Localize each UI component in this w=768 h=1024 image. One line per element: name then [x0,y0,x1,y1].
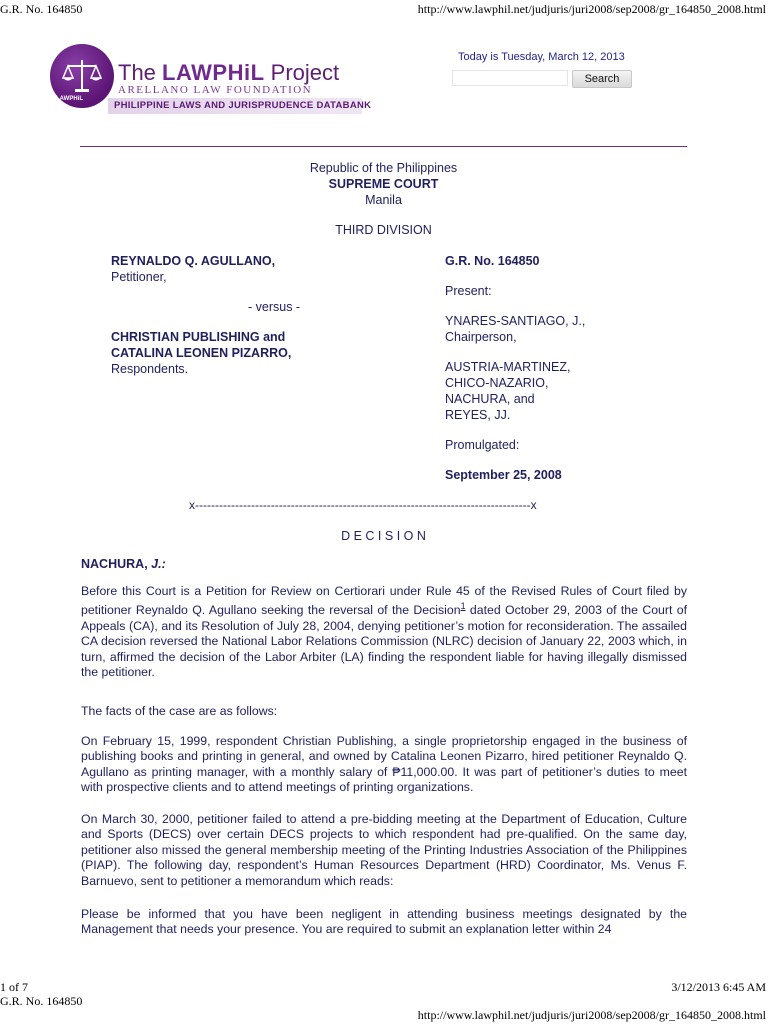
caption-divider: x------------------------------------------------------------------------------------x [189,498,537,512]
justice-4: NACHURA, and [445,392,535,406]
paragraph-4: On March 30, 2000, petitioner failed to attend a pre-bidding meeting at the Department of Education, Culture and Sports (DECS) over certain DECS projects to which respondent had pre-qualified. On the same day, petitioner also missed the general membership meeting of the Printing Industries Association of the Philippines (PIAP). The following day, respondent’s Human Resources Department (HRD) Coordinator, Ms. Venus F. Barnuevo, sent to petitioner a memorandum which reads: [81,812,687,888]
justice-chair-role: Chairperson, [445,330,517,344]
logo-title-prefix: The [118,60,163,85]
paragraph-1-text-b: dated October 29, 2003 of the Court of Appeals (CA), and its Resolution of July 28, 2004, denying petitioner’s motion for reconsideration. The assailed CA decision reversed the National Labor Relations Commission (NLRC) decision of January 22, 2003 which, in turn, affirmed the decision of the Labor Arbiter (LA) finding the respondent liable for having illegally dismissed the petitioner. [81,603,687,680]
respondent-role: Respondents. [111,362,189,376]
paragraph-1-text-a: Before this Court is a Petition for Review on Certiorari under Rule 45 of the Revised Rules of Court filed by petitioner Reynaldo Q. Agullano seeking the reversal of the Decision [81,584,687,618]
search-input[interactable] [452,70,568,86]
paragraph-3: On February 15, 1999, respondent Christian Publishing, a single proprietorship engaged in the business of publishing books and printing in general, and owned by Catalina Leonen Pizarro, hired petitioner Reynaldo Q. Agullano as printing manager, with a monthly salary of ₱11,000.00. It was part of petitioner’s duties to meet with prospective clients and to attend meetings of printing organizations. [81,734,687,795]
promulgated-label: Promulgated: [445,438,520,452]
respondent-name-1: CHRISTIAN PUBLISHING and [111,330,286,344]
print-header-url: http://www.lawphil.net/judjuris/juri2008/sep2008/gr_164850_2008.html [417,2,766,16]
justice-5: REYES, JJ. [445,408,511,422]
today-date: Today is Tuesday, March 12, 2013 [458,51,625,63]
petitioner-role: Petitioner, [111,270,167,284]
justice-3: CHICO-NAZARIO, [445,376,549,390]
lawphil-logo[interactable] [46,42,372,116]
logo-title [118,60,339,86]
ponente [81,557,166,572]
versus-label: - versus - [248,300,301,314]
paragraph-5: Please be informed that you have been negligent in attending business meetings designated by the Management that needs your presence. You are required to submit an explanation letter within 24 [81,907,687,937]
justice-2: AUSTRIA-MARTINEZ, [445,360,571,374]
logo-subtitle: ARELLANO LAW FOUNDATION [118,84,313,96]
print-header-title: G.R. No. 164850 [0,2,83,16]
paragraph-1 [81,584,687,681]
division-name: THIRD DIVISION [335,223,432,237]
petitioner-name: REYNALDO Q. AGULLANO, [111,254,276,268]
gr-number: G.R. No. 164850 [445,254,540,268]
print-footer-page: 1 of 7 [0,980,28,994]
header-divider [80,146,687,147]
print-footer-datetime: 3/12/2013 6:45 AM [671,980,766,994]
logo-emblem-text: LAWPHiL [56,96,83,102]
print-footer-title: G.R. No. 164850 [0,994,83,1008]
respondent-name-2: CATALINA LEONEN PIZARRO, [111,346,292,360]
justice-chair: YNARES-SANTIAGO, J., [445,314,586,328]
logo-title-suffix: Project [264,60,340,85]
footnote-1-link[interactable]: 1 [460,601,466,612]
logo-tagline: PHILIPPINE LAWS AND JURISPRUDENCE DATABANK [114,100,372,111]
court-name: SUPREME COURT [328,177,439,191]
logo-title-main: LAWPHiL [162,60,265,85]
promulgation-date: September 25, 2008 [445,468,562,482]
court-city: Manila [365,193,402,207]
republic-line: Republic of the Philippines [309,161,458,175]
print-footer-url: http://www.lawphil.net/judjuris/juri2008/sep2008/gr_164850_2008.html [417,1008,766,1022]
ponente-title: J.: [151,557,166,571]
paragraph-2: The facts of the case are as follows: [81,704,278,718]
decision-heading: D E C I S I O N [341,529,426,543]
search-button[interactable]: Search [572,70,632,88]
present-label: Present: [445,284,492,298]
ponente-name: NACHURA, [81,557,148,571]
